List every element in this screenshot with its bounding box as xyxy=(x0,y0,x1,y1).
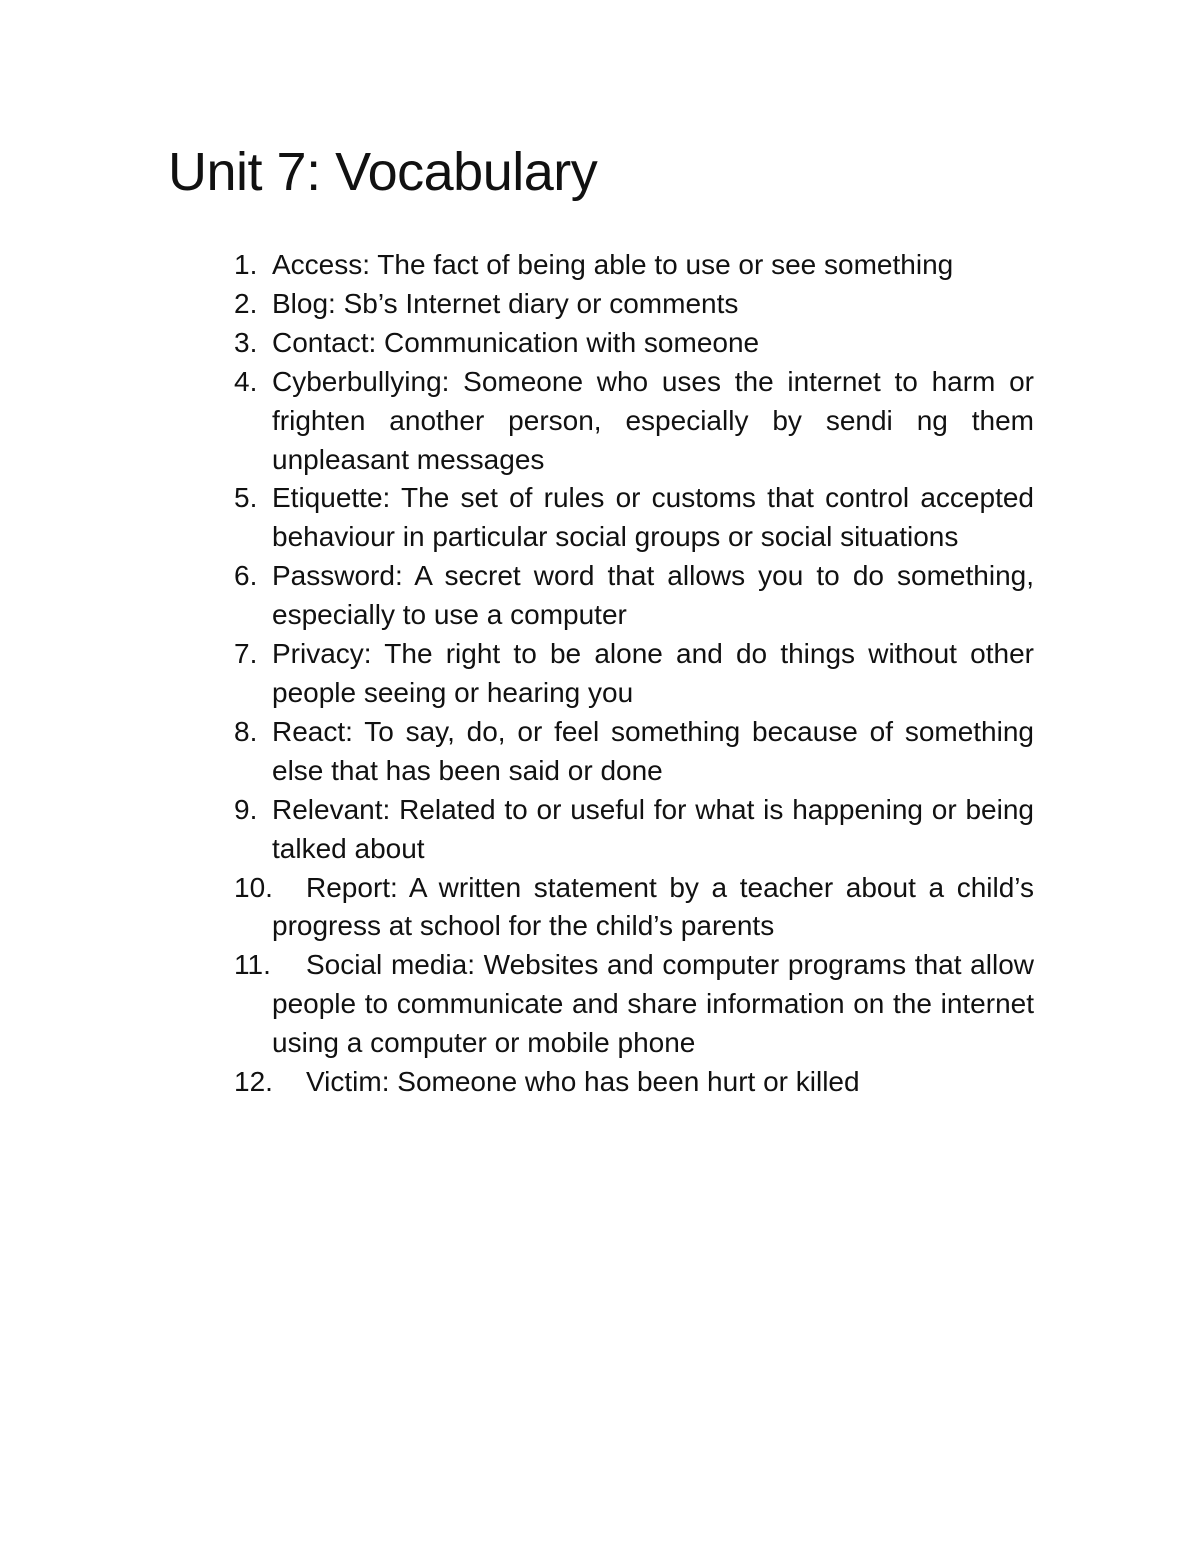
list-item xyxy=(234,479,1034,557)
item-number: 5. xyxy=(234,482,258,514)
item-number: 3. xyxy=(234,326,258,358)
list-item xyxy=(234,869,1034,947)
item-text: Relevant: Related to or useful for what is happening or being talked about xyxy=(272,793,1034,864)
item-text: Contact: Communication with someone xyxy=(272,326,760,358)
item-text: Report: A written statement by a teacher about a child’s progress at school for the child’s parents xyxy=(272,871,1034,942)
vocabulary-list xyxy=(234,246,1034,1102)
list-item xyxy=(234,1063,1034,1102)
list-item xyxy=(234,946,1034,1063)
item-number: 8. xyxy=(234,715,258,747)
list-item xyxy=(234,557,1034,635)
item-text: Access: The fact of being able to use or see something xyxy=(272,249,954,280)
list-item xyxy=(234,713,1034,791)
item-text: Password: A secret word that allows you to do something, especially to use a computer xyxy=(272,560,1034,631)
item-text: Privacy: The right to be alone and do things without other people seeing or hearing you xyxy=(272,638,1034,708)
item-number: 2. xyxy=(234,287,258,319)
item-text: React: To say, do, or feel something because of something else that has been said or done xyxy=(272,715,1034,786)
page-title: Unit 7: Vocabulary xyxy=(168,142,598,202)
item-text: Social media: Websites and computer programs that allow people to communicate and share information on the internet using a computer or mobile phone xyxy=(272,949,1034,1059)
item-number: 10. xyxy=(234,871,273,903)
item-number: 12. xyxy=(234,1066,273,1098)
list-item xyxy=(234,791,1034,869)
item-number: 7. xyxy=(234,638,258,670)
item-number: 1. xyxy=(234,249,258,280)
item-number: 4. xyxy=(234,365,258,397)
item-number: 9. xyxy=(234,793,258,825)
list-item xyxy=(234,246,1034,285)
item-number: 6. xyxy=(234,560,258,592)
item-text: Blog: Sb’s Internet diary or comments xyxy=(272,287,739,319)
item-number: 11. xyxy=(234,949,271,981)
list-item xyxy=(234,285,1034,324)
item-text: Victim: Someone who has been hurt or killed xyxy=(306,1066,860,1098)
item-text: Cyberbullying: Someone who uses the internet to harm or frighten another person, especially by sendi ng them unpleasant messages xyxy=(272,365,1034,475)
list-item xyxy=(234,324,1034,363)
item-text: Etiquette: The set of rules or customs that control accepted behaviour in particular social groups or social situations xyxy=(272,482,1034,553)
list-item xyxy=(234,363,1034,480)
list-item xyxy=(234,635,1034,713)
